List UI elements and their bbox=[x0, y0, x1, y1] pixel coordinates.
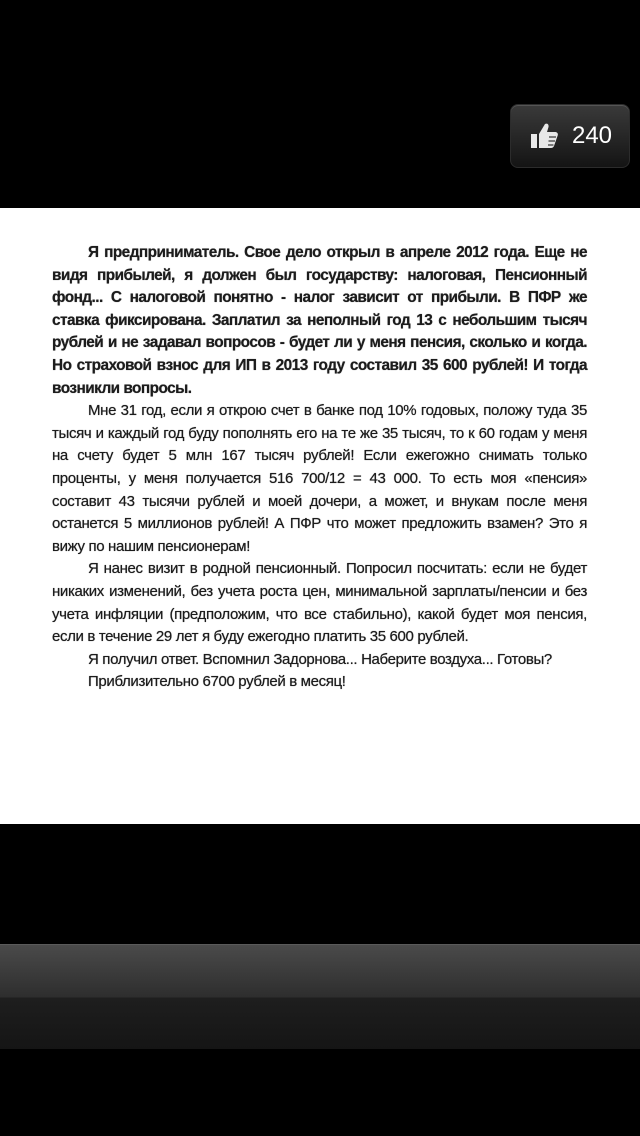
article-paragraph: Я нанес визит в родной пенсионный. Попросил посчитать: если не будет никаких изменений, без учета роста цен, минимальной зарплаты/пенсии и без учета инфляции (предположим, что все стабильно), какой будет моя пенсия, если в течение 29 лет я буду ежегодно платить 35 600 рублей. bbox=[52, 560, 587, 646]
article-paragraph: Я получил ответ. Вспомнил Задорнова... Наберите воздуха... Готовы? bbox=[88, 650, 552, 668]
like-button[interactable] bbox=[510, 104, 630, 168]
article-text bbox=[52, 242, 587, 694]
article-paragraph: Мне 31 год, если я открою счет в банке под 10% годовых, положу туда 35 тысяч и каждый год буду пополнять его на те же 35 тысяч, то к 60 годам у меня на счету будет 5 млн 167 тысяч рублей! Если ежегожно снимать только проценты, у меня получается 516 700/12 = 43 000. То есть моя «пенсия» составит 43 тысячи рублей и моей дочери, а может, и внукам после меня останется 5 миллионов рублей! А ПФР что может предложить взамен? Это я вижу по нашим пенсионерам! bbox=[52, 402, 587, 555]
photo-image[interactable] bbox=[0, 208, 640, 824]
thumbs-up-icon bbox=[528, 120, 560, 152]
article-intro: Я предприниматель. Свое дело открыл в апреле 2012 года. Еще не видя прибылей, я должен был государству: налоговая, Пенсионный фонд... С налоговой понятно - налог зависит от прибыли. В ПФР же ставка фиксирована. Заплатил за неполный год 13 с небольшим тысяч рублей и не задавал вопросов - будет ли у меня пенсия, сколько и когда. Но страховой взнос для ИП в 2013 году составил 35 600 рублей! И тогда возникли вопросы. bbox=[52, 244, 587, 397]
article-paragraph: Приблизительно 6700 рублей в месяц! bbox=[88, 673, 346, 691]
bottom-toolbar bbox=[0, 944, 640, 1049]
like-count: 240 bbox=[571, 122, 613, 149]
